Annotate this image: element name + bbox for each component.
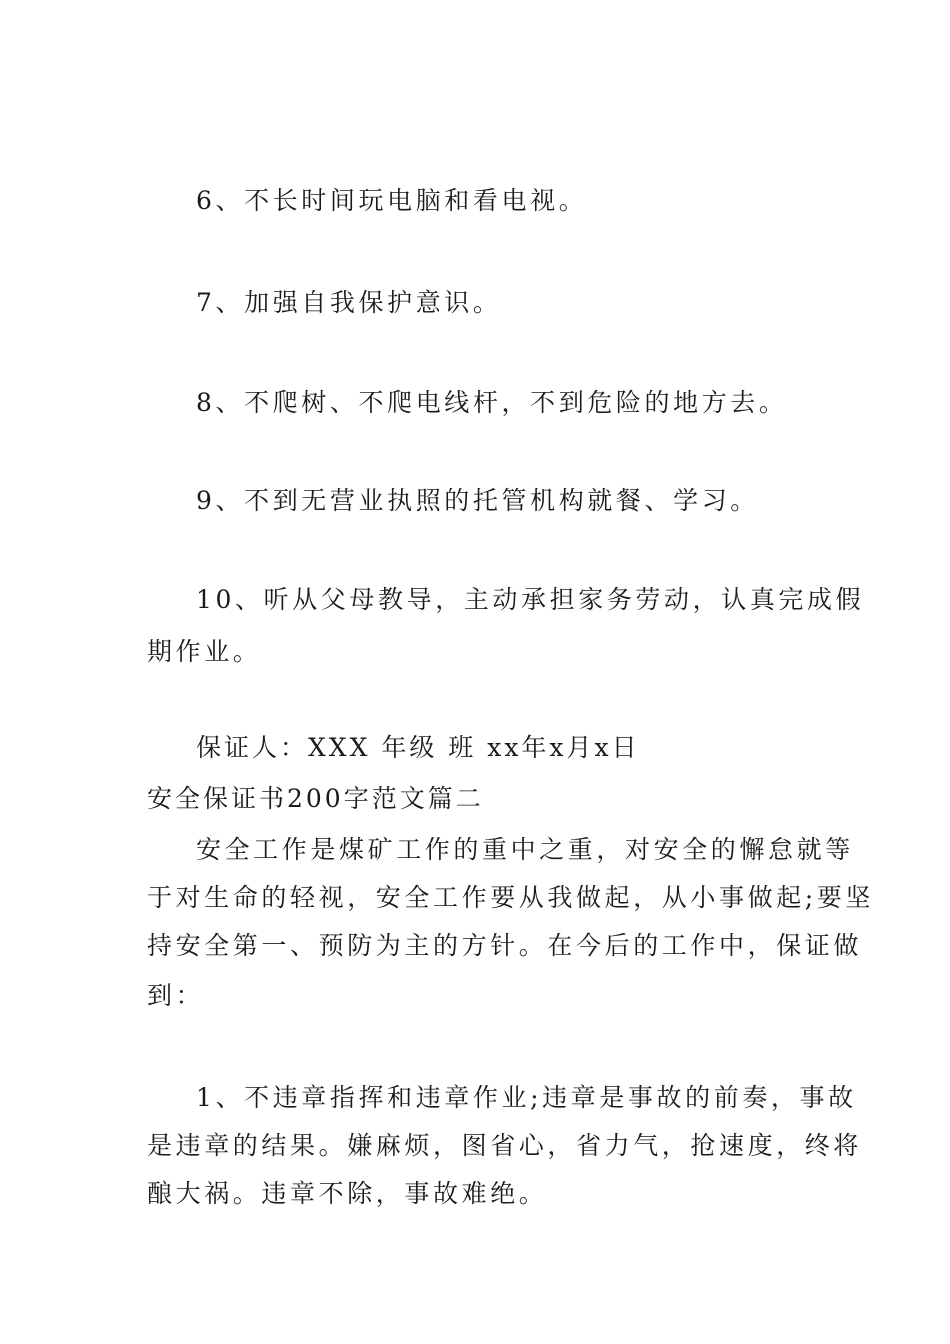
- list-item-9: 9、不到无营业执照的托管机构就餐、学习。: [196, 486, 759, 515]
- intro-paragraph-line-4: 到：: [147, 981, 205, 1010]
- intro-paragraph-line-3: 持安全第一、预防为主的方针。在今后的工作中，保证做: [147, 931, 863, 960]
- signature-line: 保证人：XXX 年级 班 xx年x月x日: [196, 733, 640, 762]
- point-1-line-1: 1、不违章指挥和违章作业;违章是事故的前奏，事故: [196, 1083, 857, 1112]
- list-item-10-line-1: 10、听从父母教导，主动承担家务劳动，认真完成假: [196, 585, 865, 614]
- intro-paragraph-line-2: 于对生命的轻视，安全工作要从我做起，从小事做起;要坚: [147, 883, 875, 912]
- list-item-6: 6、不长时间玩电脑和看电视。: [196, 186, 588, 215]
- list-item-7: 7、加强自我保护意识。: [196, 288, 502, 317]
- point-1-line-2: 是违章的结果。嫌麻烦，图省心，省力气，抢速度，终将: [147, 1131, 863, 1160]
- intro-paragraph-line-1: 安全工作是煤矿工作的重中之重，对安全的懈怠就等: [196, 835, 854, 864]
- list-item-8: 8、不爬树、不爬电线杆，不到危险的地方去。: [196, 388, 788, 417]
- section-heading: 安全保证书200字范文篇二: [147, 784, 484, 813]
- point-1-line-3: 酿大祸。违章不除，事故难绝。: [147, 1179, 548, 1208]
- list-item-10-line-2: 期作业。: [147, 637, 262, 666]
